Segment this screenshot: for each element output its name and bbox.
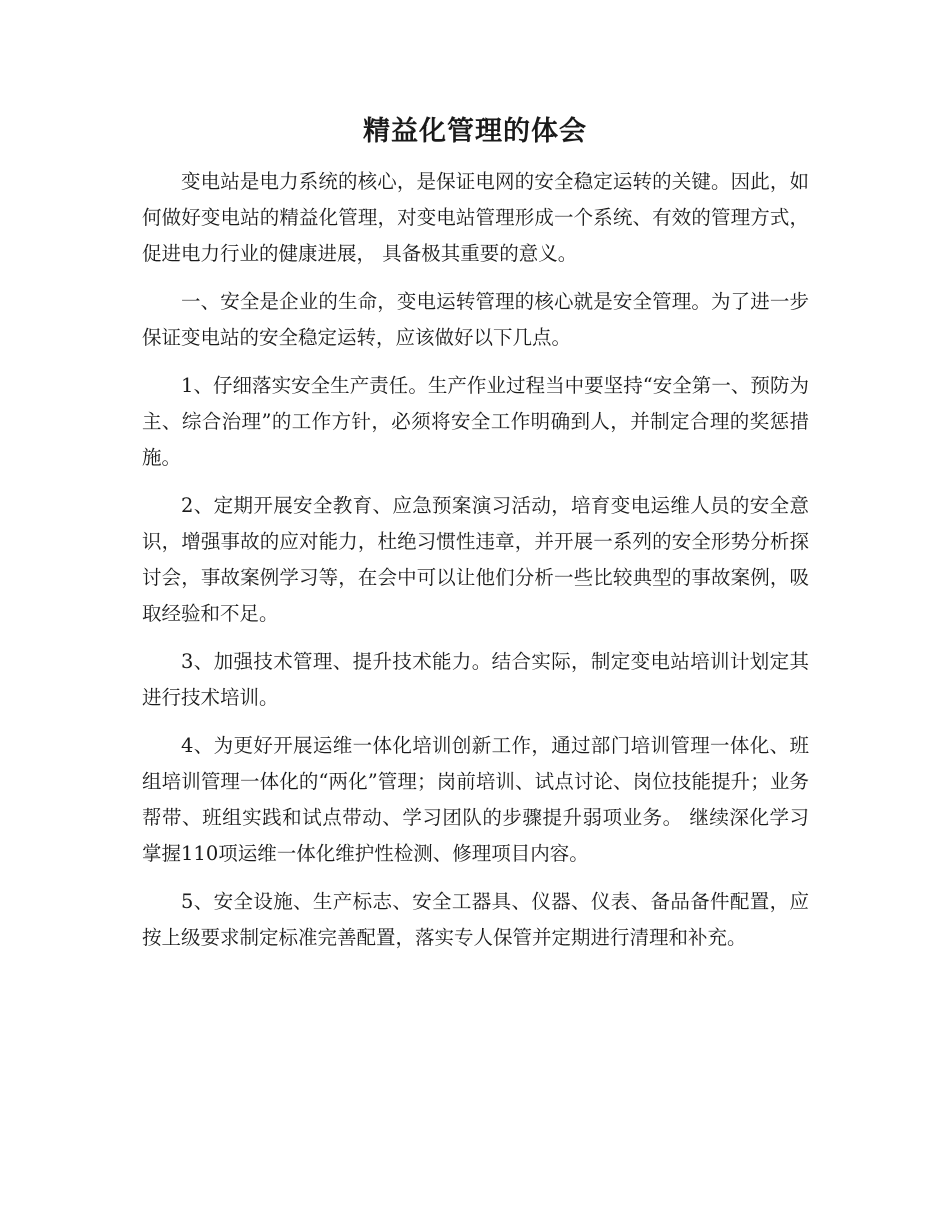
paragraph-section-safety: 一、安全是企业的生命，变电运转管理的核心就是安全管理。为了进一步保证变电站的安全稳定运转，应该做好以下几点。 xyxy=(142,290,809,349)
paragraph-item-4: 4、为更好开展运维一体化培训创新工作，通过部门培训管理一体化、班组培训管理一体化的“两化”管理；岗前培训、试点讨论、岗位技能提升；业务帮带、班组实践和试点带动、学习团队的步骤提升弱项业务。 继续深化学习掌握110项运维一体化维护性检测、修理项目内容。 xyxy=(142,734,809,865)
paragraph-item-1: 1、仔细落实安全生产责任。生产作业过程当中要坚持“安全第一、预防为主、综合治理”的工作方针，必须将安全工作明确到人，并制定合理的奖惩措施。 xyxy=(142,374,809,469)
paragraph-item-2: 2、定期开展安全教育、应急预案演习活动，培育变电运维人员的安全意识，增强事故的应对能力，杜绝习惯性违章，并开展一系列的安全形势分析探讨会，事故案例学习等，在会中可以让他们分析一些比较典型的事故案例，吸取经验和不足。 xyxy=(142,494,809,625)
document-title: 精益化管理的体会 xyxy=(363,116,587,147)
paragraph-intro: 变电站是电力系统的核心，是保证电网的安全稳定运转的关键。因此，如何做好变电站的精益化管理，对变电站管理形成一个系统、有效的管理方式，促进电力行业的健康进展， 具备极其重要的意义。 xyxy=(142,170,809,265)
document-body xyxy=(142,164,809,968)
paragraph-item-3: 3、加强技术管理、提升技术能力。结合实际，制定变电站培训计划定其进行技术培训。 xyxy=(142,650,809,709)
paragraph-item-5: 5、安全设施、生产标志、安全工器具、仪器、仪表、备品备件配置，应按上级要求制定标准完善配置，落实专人保管并定期进行清理和补充。 xyxy=(142,890,809,949)
